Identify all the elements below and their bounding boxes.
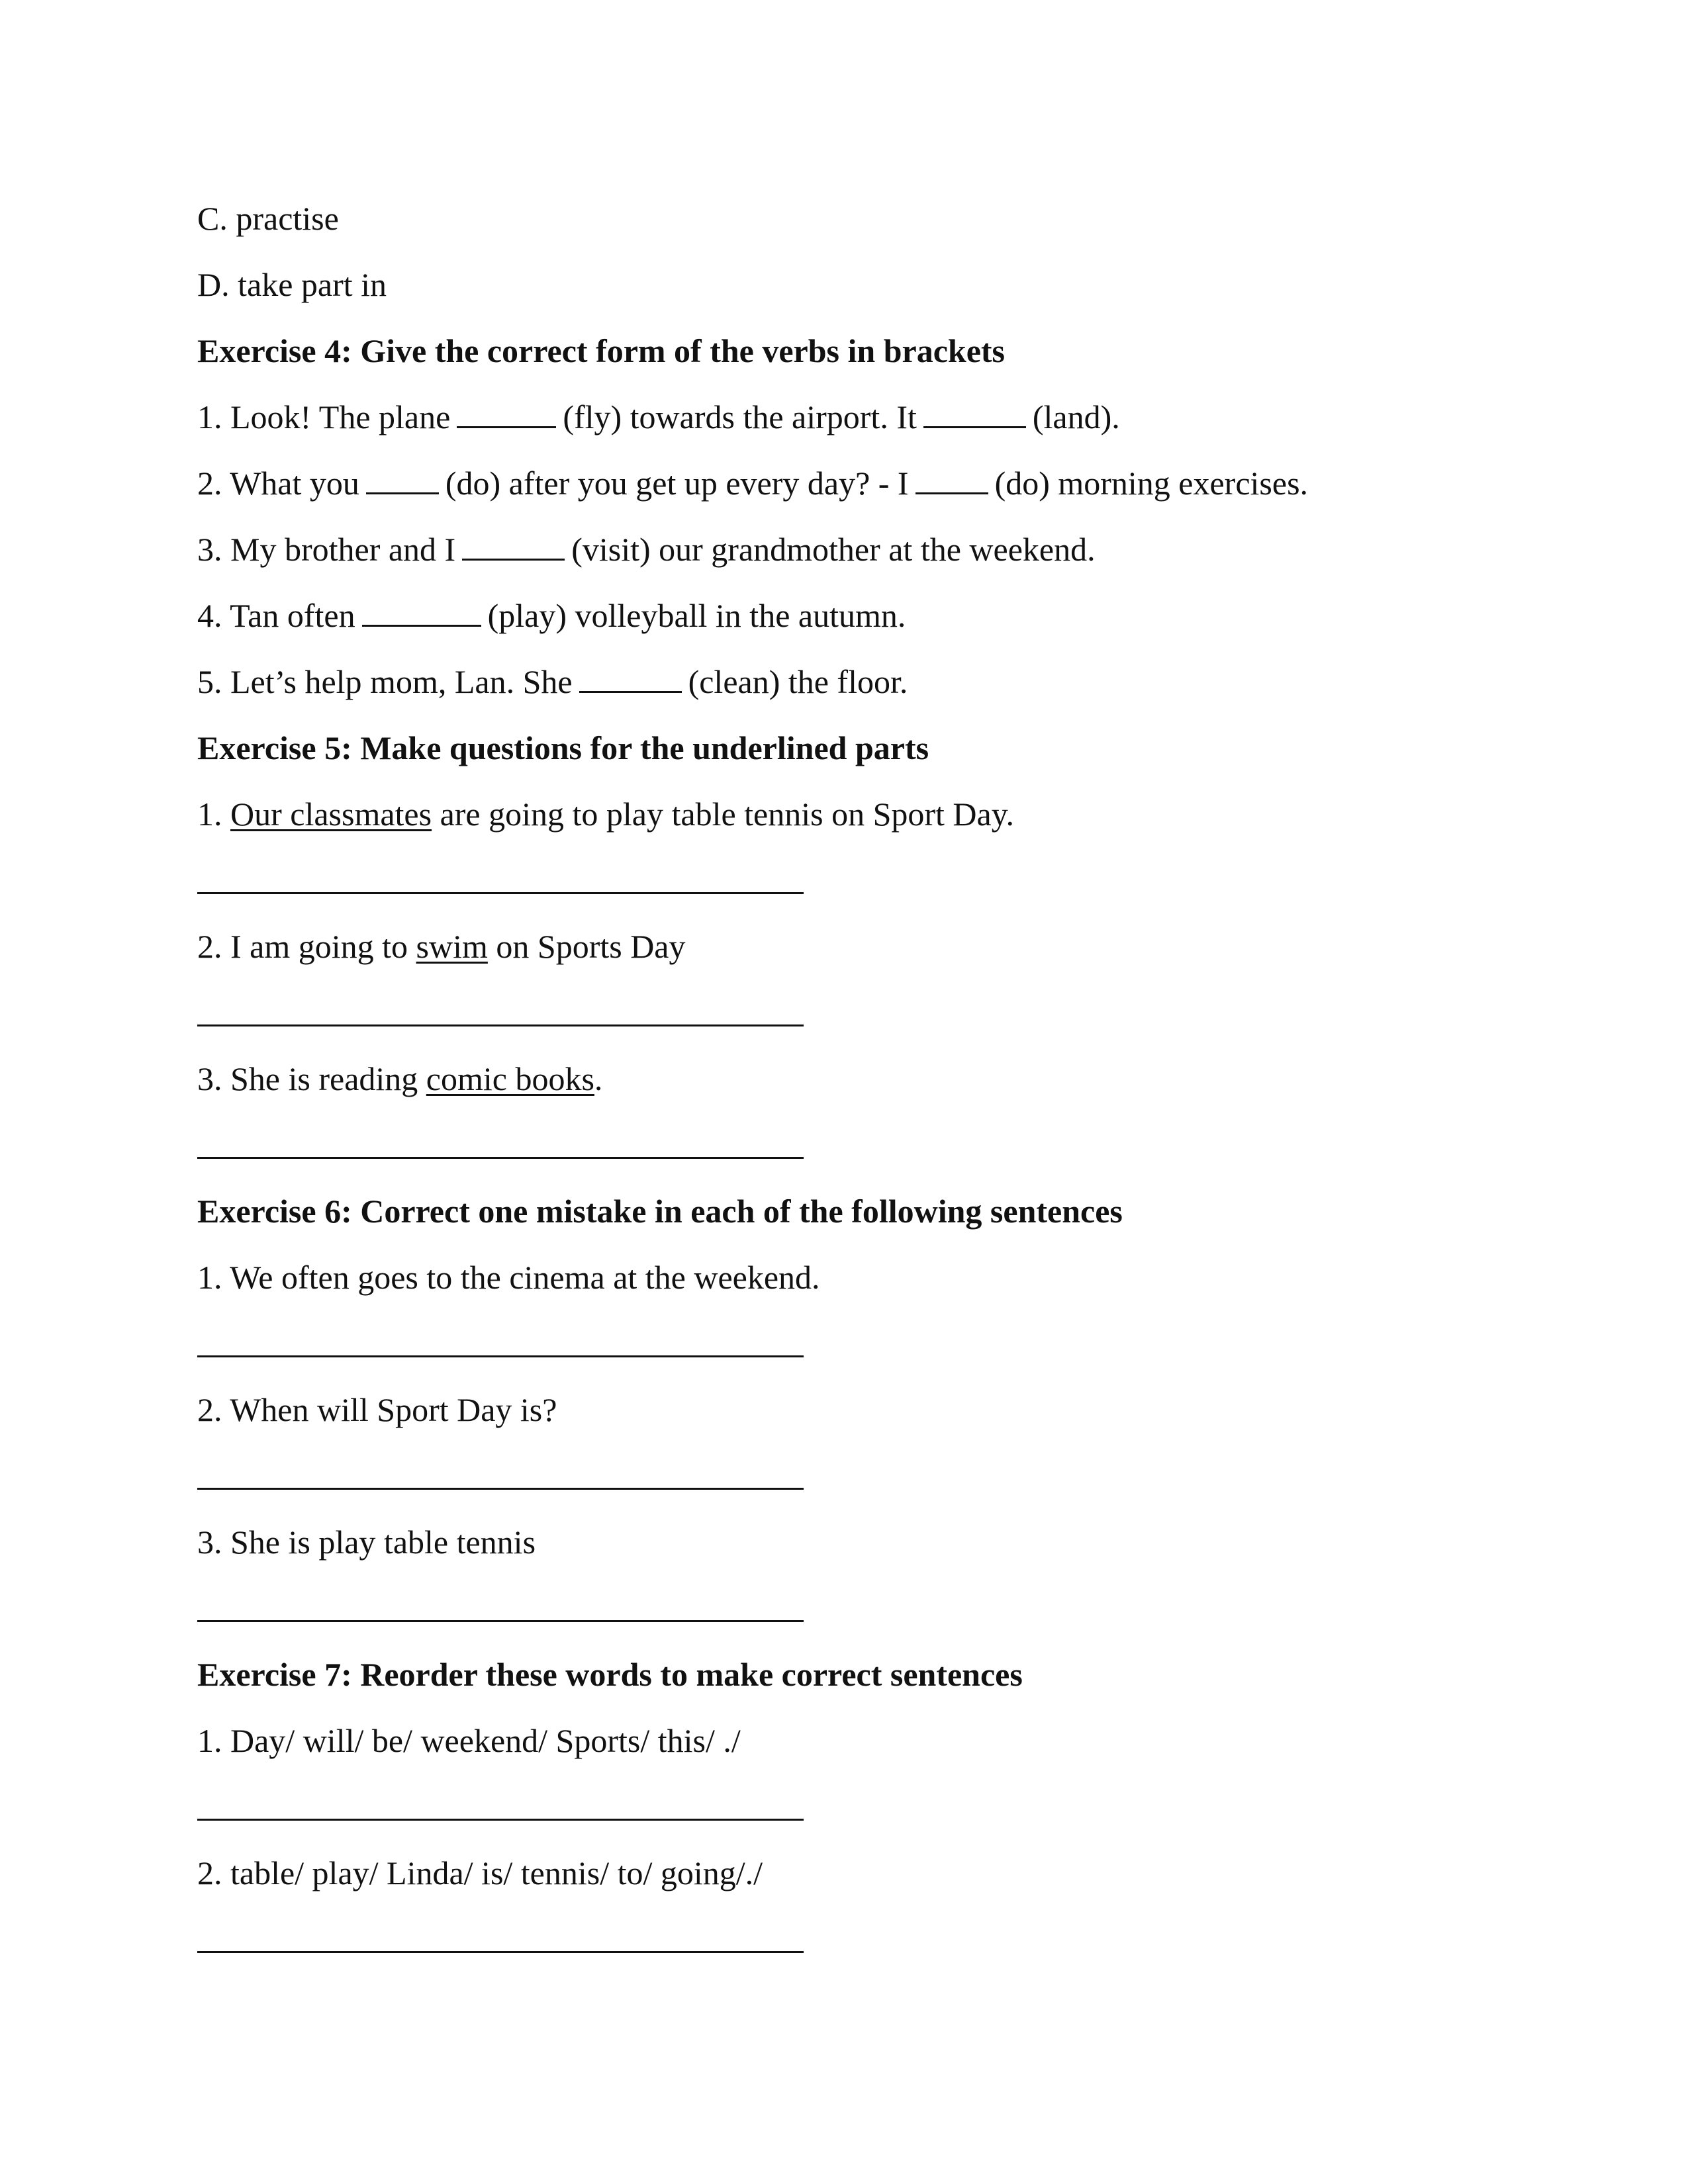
answer-line bbox=[197, 1951, 804, 1953]
option-d: D. take part in bbox=[197, 266, 387, 303]
ex4-item-1-post: (land). bbox=[1032, 398, 1120, 435]
ex5-item-3 bbox=[197, 1059, 602, 1099]
fill-blank bbox=[462, 532, 565, 561]
ex4-item-3 bbox=[197, 529, 1096, 569]
ex5-item-1-num: 1. bbox=[197, 796, 222, 833]
exercise-4-heading: Exercise 4: Give the correct form of the verbs in brackets bbox=[197, 332, 1005, 369]
ex6-item-3: 3. She is play table tennis bbox=[197, 1524, 536, 1561]
ex5-item-2-pre: 2. I am going to bbox=[197, 928, 408, 965]
ex4-item-1-pre: 1. Look! The plane bbox=[197, 398, 451, 435]
ex7-item-1: 1. Day/ will/ be/ weekend/ Sports/ this/ ./ bbox=[197, 1722, 741, 1759]
fill-blank bbox=[579, 664, 682, 693]
ex4-item-4-pre: 4. Tan often bbox=[197, 597, 355, 634]
ex4-item-4-post: (play) volleyball in the autumn. bbox=[487, 597, 906, 634]
answer-line bbox=[197, 1620, 804, 1622]
ex5-item-1-underlined: Our classmates bbox=[230, 796, 432, 833]
ex5-item-3-underlined: comic books bbox=[426, 1060, 594, 1097]
ex5-item-1 bbox=[197, 794, 1014, 834]
ex5-item-1-rest: are going to play table tennis on Sport Day. bbox=[440, 796, 1014, 833]
ex4-item-2-post: (do) morning exercises. bbox=[994, 465, 1309, 502]
ex4-item-4 bbox=[197, 596, 906, 635]
ex4-item-2-mid: (do) after you get up every day? - I bbox=[445, 465, 909, 502]
ex6-item-2: 2. When will Sport Day is? bbox=[197, 1391, 557, 1428]
exercise-5-heading: Exercise 5: Make questions for the underlined parts bbox=[197, 729, 929, 766]
ex5-item-3-rest: . bbox=[594, 1060, 603, 1097]
option-c: C. practise bbox=[197, 200, 339, 237]
ex7-item-2: 2. table/ play/ Linda/ is/ tennis/ to/ going/./ bbox=[197, 1854, 763, 1891]
answer-line bbox=[197, 1024, 804, 1026]
fill-blank bbox=[457, 400, 556, 428]
ex4-item-1 bbox=[197, 397, 1120, 437]
ex5-item-3-pre: 3. She is reading bbox=[197, 1060, 418, 1097]
ex4-item-3-post: (visit) our grandmother at the weekend. bbox=[571, 531, 1096, 568]
fill-blank bbox=[915, 466, 988, 494]
fill-blank bbox=[362, 598, 481, 627]
fill-blank bbox=[923, 400, 1026, 428]
ex4-item-1-mid: (fly) towards the airport. It bbox=[563, 398, 917, 435]
exercise-7-heading: Exercise 7: Reorder these words to make correct sentences bbox=[197, 1656, 1023, 1693]
ex5-item-2-rest: on Sports Day bbox=[496, 928, 686, 965]
ex4-item-5-pre: 5. Let’s help mom, Lan. She bbox=[197, 663, 573, 700]
ex4-item-5 bbox=[197, 662, 908, 702]
ex4-item-3-pre: 3. My brother and I bbox=[197, 531, 456, 568]
answer-line bbox=[197, 1157, 804, 1159]
ex5-item-2-underlined: swim bbox=[416, 928, 488, 965]
ex4-item-5-post: (clean) the floor. bbox=[688, 663, 908, 700]
ex5-item-2 bbox=[197, 927, 686, 966]
answer-line bbox=[197, 892, 804, 894]
ex4-item-2 bbox=[197, 463, 1308, 503]
answer-line bbox=[197, 1819, 804, 1821]
ex6-item-1: 1. We often goes to the cinema at the weekend. bbox=[197, 1259, 820, 1296]
answer-line bbox=[197, 1355, 804, 1357]
ex4-item-2-pre: 2. What you bbox=[197, 465, 359, 502]
exercise-6-heading: Exercise 6: Correct one mistake in each of the following sentences bbox=[197, 1193, 1123, 1230]
answer-line bbox=[197, 1488, 804, 1490]
fill-blank bbox=[366, 466, 439, 494]
